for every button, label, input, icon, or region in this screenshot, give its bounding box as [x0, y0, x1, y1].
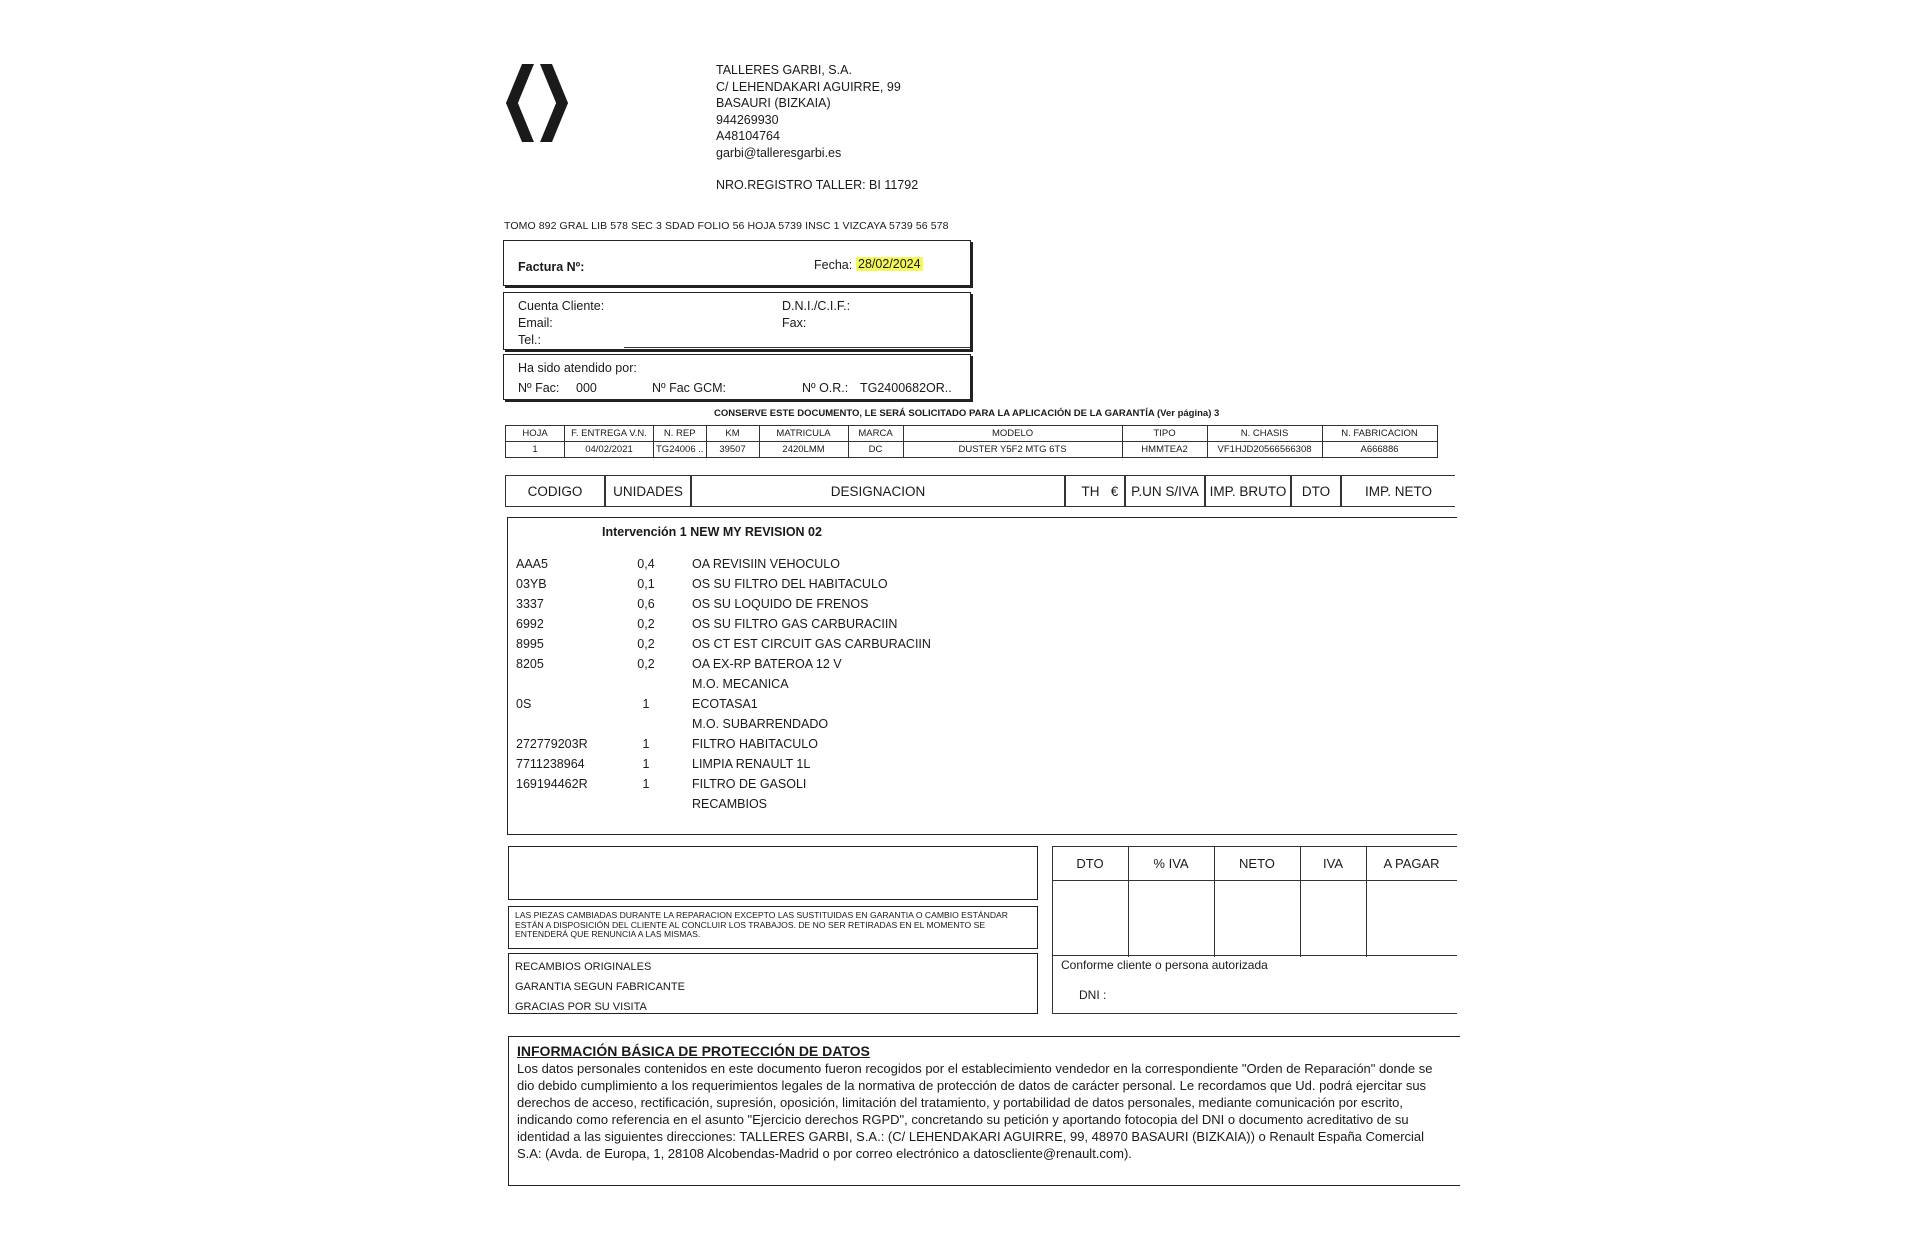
item-units: 0,1 [637, 577, 655, 591]
nfac-label: Nº Fac: [518, 381, 560, 395]
privacy-title: INFORMACIÓN BÁSICA DE PROTECCIÓN DE DATOS [517, 1043, 870, 1059]
remarks-box [508, 846, 1038, 900]
cliente-box [503, 292, 971, 350]
conserve-notice: CONSERVE ESTE DOCUMENTO, LE SERÁ SOLICITADO PARA LA APLICACIÓN DE LA GARANTÍA (Ver página) 3 [714, 408, 1220, 419]
intervencion-title: Intervención 1 NEW MY REVISION 02 [602, 525, 822, 539]
vehicle-header-row [506, 426, 1438, 442]
tel-label: Tel.: [518, 333, 541, 347]
item-desc: FILTRO DE GASOLI [692, 777, 807, 791]
vehicle-header-cell: MATRICULA [759, 426, 848, 442]
totals-header-dto: DTO [1052, 847, 1128, 881]
header-bruto: IMP. BRUTO [1205, 475, 1291, 507]
vehicle-value-cell: 1 [506, 442, 565, 458]
header-neto: IMP. NETO [1341, 475, 1455, 507]
fecha-label: Fecha: [814, 258, 853, 272]
conforme-label: Conforme cliente o persona autorizada [1061, 958, 1268, 972]
vehicle-value-cell: 04/02/2021 [565, 442, 654, 458]
item-code: 6992 [516, 617, 544, 631]
vehicle-value-cell: 2420LMM [759, 442, 848, 458]
header-designacion: DESIGNACION [691, 475, 1065, 507]
atendido-label: Ha sido atendido por: [518, 361, 637, 375]
vehicle-value-cell: VF1HJD20566566308 [1207, 442, 1322, 458]
footer-line: GRACIAS POR SU VISITA [515, 1001, 647, 1013]
totals-header-iva-pct: % IVA [1128, 847, 1214, 881]
header-dto: DTO [1291, 475, 1341, 507]
header-euro: € [1105, 475, 1125, 507]
company-phone: 944269930 [716, 112, 779, 127]
item-desc: OA EX-RP BATEROA 12 V [692, 657, 842, 671]
item-units: 1 [642, 757, 650, 771]
item-desc: OS SU FILTRO DEL HABITACULO [692, 577, 888, 591]
privacy-section [508, 1036, 1460, 1186]
item-units: 0,4 [637, 557, 655, 571]
company-city: BASAURI (BIZKAIA) [716, 96, 831, 110]
item-desc: FILTRO HABITACULO [692, 737, 818, 751]
item-desc: M.O. SUBARRENDADO [692, 717, 829, 731]
item-code: 03YB [516, 577, 547, 591]
item-code: 272779203R [516, 737, 588, 751]
renault-diamond-logo-icon [502, 60, 572, 146]
or-value: TG2400682OR.. [860, 381, 952, 395]
fecha-value: 28/02/2024 [858, 257, 921, 271]
totals-header-a-pagar: A PAGAR [1366, 847, 1457, 881]
item-units: 0,2 [637, 617, 655, 631]
vehicle-value-cell: DUSTER Y5F2 MTG 6TS [903, 442, 1122, 458]
item-desc: OS CT EST CIRCUIT GAS CARBURACIIN [692, 637, 931, 651]
tel-underline [624, 347, 970, 348]
header-pun: P.UN S/IVA [1125, 475, 1205, 507]
company-info [716, 62, 901, 161]
atendido-box [503, 354, 971, 400]
item-desc: M.O. MECANICA [692, 677, 789, 691]
header-th: TH [1065, 475, 1115, 507]
footer-line: GARANTIA SEGUN FABRICANTE [515, 981, 685, 993]
vehicle-header-cell: MARCA [848, 426, 903, 442]
item-units: 1 [642, 777, 650, 791]
factura-box [503, 240, 971, 286]
item-code: 8995 [516, 637, 544, 651]
item-units: 0,6 [637, 597, 655, 611]
vehicle-header-cell: KM [706, 426, 759, 442]
company-cif: A48104764 [716, 129, 780, 143]
header-unidades: UNIDADES [605, 475, 691, 507]
company-name: TALLERES GARBI, S.A. [716, 63, 852, 77]
item-units: 0,2 [637, 657, 655, 671]
item-desc: LIMPIA RENAULT 1L [692, 757, 811, 771]
totals-box [1052, 846, 1457, 956]
vehicle-header-cell: N. REP [654, 426, 707, 442]
vehicle-header-cell: HOJA [506, 426, 565, 442]
item-units: 1 [642, 737, 650, 751]
vehicle-value-cell: HMMTEA2 [1122, 442, 1207, 458]
totals-header-neto: NETO [1214, 847, 1300, 881]
vehicle-value-cell: TG24006 .. [654, 442, 707, 458]
vehicle-header-cell: MODELO [903, 426, 1122, 442]
parts-notice: LAS PIEZAS CAMBIADAS DURANTE LA REPARACION EXCEPTO LAS SUSTITUIDAS EN GARANTIA O CAMBIO ESTÁNDAR ESTÁN A DISPOSICIÓN DEL CLIENTE AL CONCLUIR LOS TRABAJOS. DE NO SER RETIRADAS EN EL MOMENTO SE ENTENDERÁ QUE RENUNCIA A LAS MISMAS. [508, 906, 1038, 949]
privacy-body: Los datos personales contenidos en este documento fueron recogidos por el establecimiento vendedor en la correspondiente "Orden de Reparación" donde se dio debido cumplimiento a los requerimientos legales de la normativa de protección de datos de carácter personal. Le recordamos que Ud. podrá ejercitar sus derechos de acceso, rectificación, supresión, oposición, limitación del tratamiento, y portabilidad de datos personales, mediante comunicación por escrito, indicando como referencia en el asunto "Ejercicio derechos RGPD", concretando su petición y aportando fotocopia del DNI o documento acreditativo de su identidad a las siguientes direcciones: TALLERES GARBI, S.A.: (C/ LEHENDAKARI AGUIRRE, 99, 48970 BASAURI (BIZKAIA)) o Renault España Comercial S.A: (Avda. de Europa, 1, 28108 Alcobendas-Madrid o por correo electrónico a datoscliente@renault.com). [517, 1061, 1433, 1161]
vehicle-value-cell: DC [848, 442, 903, 458]
item-code: 8205 [516, 657, 544, 671]
vehicle-header-cell: TIPO [1122, 426, 1207, 442]
footer-line: RECAMBIOS ORIGINALES [515, 961, 652, 973]
cuenta-cliente-label: Cuenta Cliente: [518, 299, 605, 313]
item-code: AAA5 [516, 557, 548, 571]
item-units: 1 [642, 697, 650, 711]
vehicle-header-cell: N. FABRICACION [1322, 426, 1437, 442]
fax-label: Fax: [782, 316, 807, 330]
nfac-value: 000 [576, 381, 597, 395]
tomo-line: TOMO 892 GRAL LIB 578 SEC 3 SDAD FOLIO 56 HOJA 5739 INSC 1 VIZCAYA 5739 56 578 [504, 220, 949, 232]
lines-header [505, 475, 1455, 507]
vehicle-value-row [506, 442, 1438, 458]
item-desc: ECOTASA1 [692, 697, 758, 711]
item-desc: OA REVISIIN VEHOCULO [692, 557, 840, 571]
email-label: Email: [518, 316, 553, 330]
vehicle-header-cell: F. ENTREGA V.N. [565, 426, 654, 442]
dni-cif-label: D.N.I./C.I.F.: [782, 299, 851, 313]
vehicle-table [505, 425, 1438, 458]
item-code: 0S [516, 697, 532, 711]
footer-lines-box [508, 953, 1038, 1014]
factura-label: Factura Nº: [518, 260, 585, 274]
vehicle-value-cell: A666886 [1322, 442, 1437, 458]
item-desc: OS SU LOQUIDO DE FRENOS [692, 597, 869, 611]
nfac-gcm-label: Nº Fac GCM: [652, 381, 727, 395]
item-code: 169194462R [516, 777, 588, 791]
item-desc: RECAMBIOS [692, 797, 768, 811]
conforme-dni: DNI : [1079, 988, 1107, 1002]
company-email: garbi@talleresgarbi.es [716, 145, 842, 160]
vehicle-value-cell: 39507 [706, 442, 759, 458]
company-address: C/ LEHENDAKARI AGUIRRE, 99 [716, 79, 901, 94]
totals-header-iva: IVA [1300, 847, 1366, 881]
item-code: 7711238964 [516, 757, 585, 771]
registro-taller: NRO.REGISTRO TALLER: BI 11792 [716, 178, 919, 192]
or-label: Nº O.R.: [802, 381, 849, 395]
item-desc: OS SU FILTRO GAS CARBURACIIN [692, 617, 898, 631]
vehicle-header-cell: N. CHASIS [1207, 426, 1322, 442]
header-codigo: CODIGO [505, 475, 605, 507]
item-code: 3337 [516, 597, 544, 611]
item-units: 0,2 [637, 637, 655, 651]
conforme-box [1052, 956, 1457, 1014]
